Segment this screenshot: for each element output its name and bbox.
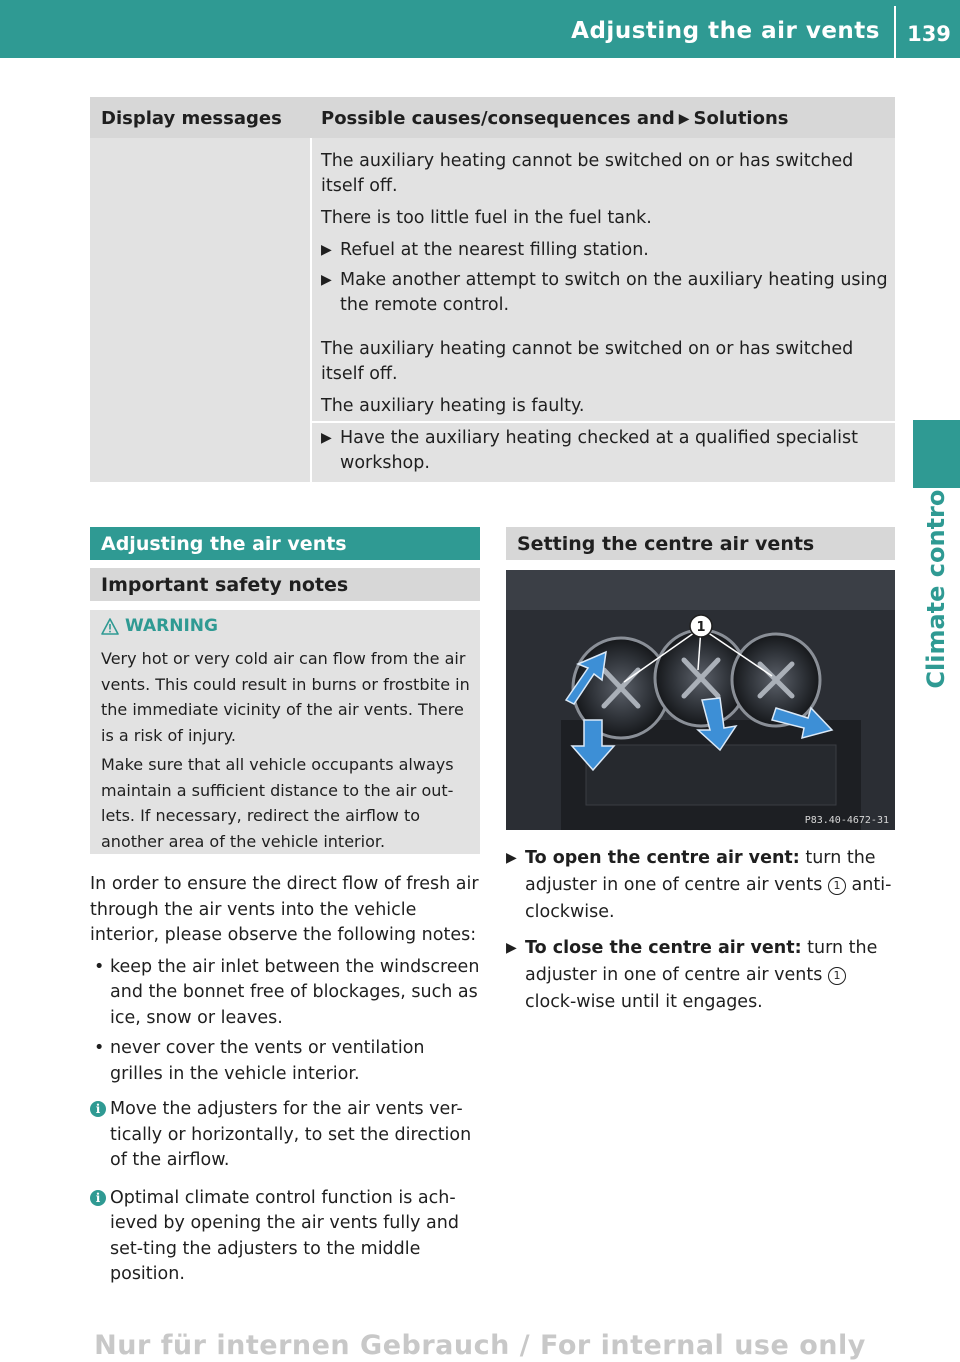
step-text: anti-clockwise. xyxy=(525,875,892,922)
triangle-right-icon: ▶ xyxy=(678,111,690,127)
col-header-causes-solutions xyxy=(321,108,789,129)
triangle-right-icon: ▶ xyxy=(321,242,332,258)
instruction-step-open xyxy=(506,845,898,926)
warning-triangle-icon xyxy=(101,618,119,635)
bullet-icon: • xyxy=(94,956,105,977)
subsection-title: Important safety notes xyxy=(101,574,349,596)
warning-box xyxy=(90,610,480,854)
list-item xyxy=(90,1036,482,1087)
centre-vents-instructions xyxy=(506,845,898,1025)
warning-text xyxy=(101,646,473,854)
step-title: To close the centre air vent: xyxy=(525,938,802,958)
instruction-step-close xyxy=(506,935,898,1016)
warning-paragraph: Make sure that all vehicle occupants always maintain a sufficient distance to the air out-lets. If necessary, redirect the airflow to another area of the vehicle interior. xyxy=(101,755,454,851)
step-text: turn the adjuster in one of centre air vents xyxy=(525,938,878,985)
column-divider xyxy=(310,138,312,482)
safety-notes-body xyxy=(90,872,482,1300)
cause-text: The auxiliary heating cannot be switched on or has switched itself off. xyxy=(321,151,854,196)
list-item-text: never cover the vents or ventilation grilles in the vehicle interior. xyxy=(110,1038,425,1084)
info-note xyxy=(90,1186,482,1288)
step-text: turn the adjuster in one of centre air vents xyxy=(525,848,876,895)
solution-step xyxy=(321,268,891,318)
triangle-right-icon: ▶ xyxy=(506,850,517,866)
cause-text: The auxiliary heating cannot be switched on or has switched itself off. xyxy=(321,339,854,384)
step-title: To open the centre air vent: xyxy=(525,848,800,868)
footer-watermark: Nur für internen Gebrauch / For internal use only xyxy=(94,1330,866,1361)
photo-callout-1: 1 xyxy=(696,620,706,635)
intro-paragraph: In order to ensure the direct flow of fresh air through the air vents into the vehicle interior, please observe the following notes: xyxy=(90,874,479,945)
info-icon: i xyxy=(90,1190,106,1206)
info-text: Move the adjusters for the air vents ver-tically or horizontally, to set the direction of the airflow. xyxy=(110,1099,472,1170)
step-text: clock-wise until it engages. xyxy=(525,992,763,1012)
callout-1-icon: 1 xyxy=(828,967,846,985)
triangle-right-icon: ▶ xyxy=(506,940,517,956)
solution-step xyxy=(321,426,891,476)
bullet-icon: • xyxy=(94,1038,105,1058)
section-title: Adjusting the air vents xyxy=(101,533,347,555)
col-header-solutions: Solutions xyxy=(693,108,789,129)
air-vents-illustration xyxy=(506,570,895,830)
header-separator xyxy=(894,6,896,58)
table-row xyxy=(321,149,891,323)
col-header-causes: Possible causes/consequences and xyxy=(321,108,675,129)
centre-vents-title-bar xyxy=(506,527,895,560)
photo-code: P83.40-4672-31 xyxy=(804,815,889,826)
solution-step-text: Have the auxiliary heating checked at a qualified specialist workshop. xyxy=(340,428,859,473)
display-messages-table xyxy=(90,97,895,482)
solution-step xyxy=(321,238,891,263)
cause-text: There is too little fuel in the fuel tank. xyxy=(321,208,652,228)
list-item xyxy=(90,955,482,1032)
info-text: Optimal climate control function is ach-ieved by opening the air vents fully and set-ting the adjusters to the middle position. xyxy=(110,1187,459,1284)
subsection-title-bar xyxy=(90,568,480,601)
running-title: Adjusting the air vents xyxy=(571,18,880,44)
section-title-bar xyxy=(90,527,480,560)
cause-text: The auxiliary heating is faulty. xyxy=(321,396,585,416)
page-header xyxy=(0,0,960,58)
triangle-right-icon: ▶ xyxy=(321,272,332,288)
table-header xyxy=(90,97,895,138)
solution-step-text: Make another attempt to switch on the auxiliary heating using the remote control. xyxy=(340,270,888,315)
triangle-right-icon: ▶ xyxy=(321,430,332,446)
warning-paragraph: Very hot or very cold air can flow from the air vents. This could result in burns or frostbite in the immediate vicinity of the air vents. There is a risk of injury. xyxy=(101,649,470,745)
chapter-label: Climate control xyxy=(922,481,950,689)
table-row xyxy=(321,337,891,481)
warning-label: WARNING xyxy=(125,616,218,636)
list-item-text: keep the air inlet between the windscreen and the bonnet free of blockages, such as ice, snow or leaves. xyxy=(110,956,480,1028)
callout-1-icon: 1 xyxy=(828,877,846,895)
solution-step-text: Refuel at the nearest filling station. xyxy=(340,240,649,260)
centre-air-vents-photo xyxy=(506,570,895,830)
warning-heading xyxy=(101,616,218,636)
info-icon: i xyxy=(90,1101,106,1117)
centre-vents-title: Setting the centre air vents xyxy=(517,533,815,555)
chapter-tab xyxy=(913,420,960,488)
info-note xyxy=(90,1097,482,1174)
col-header-display-messages: Display messages xyxy=(101,108,282,129)
page-number: 139 xyxy=(907,22,951,46)
